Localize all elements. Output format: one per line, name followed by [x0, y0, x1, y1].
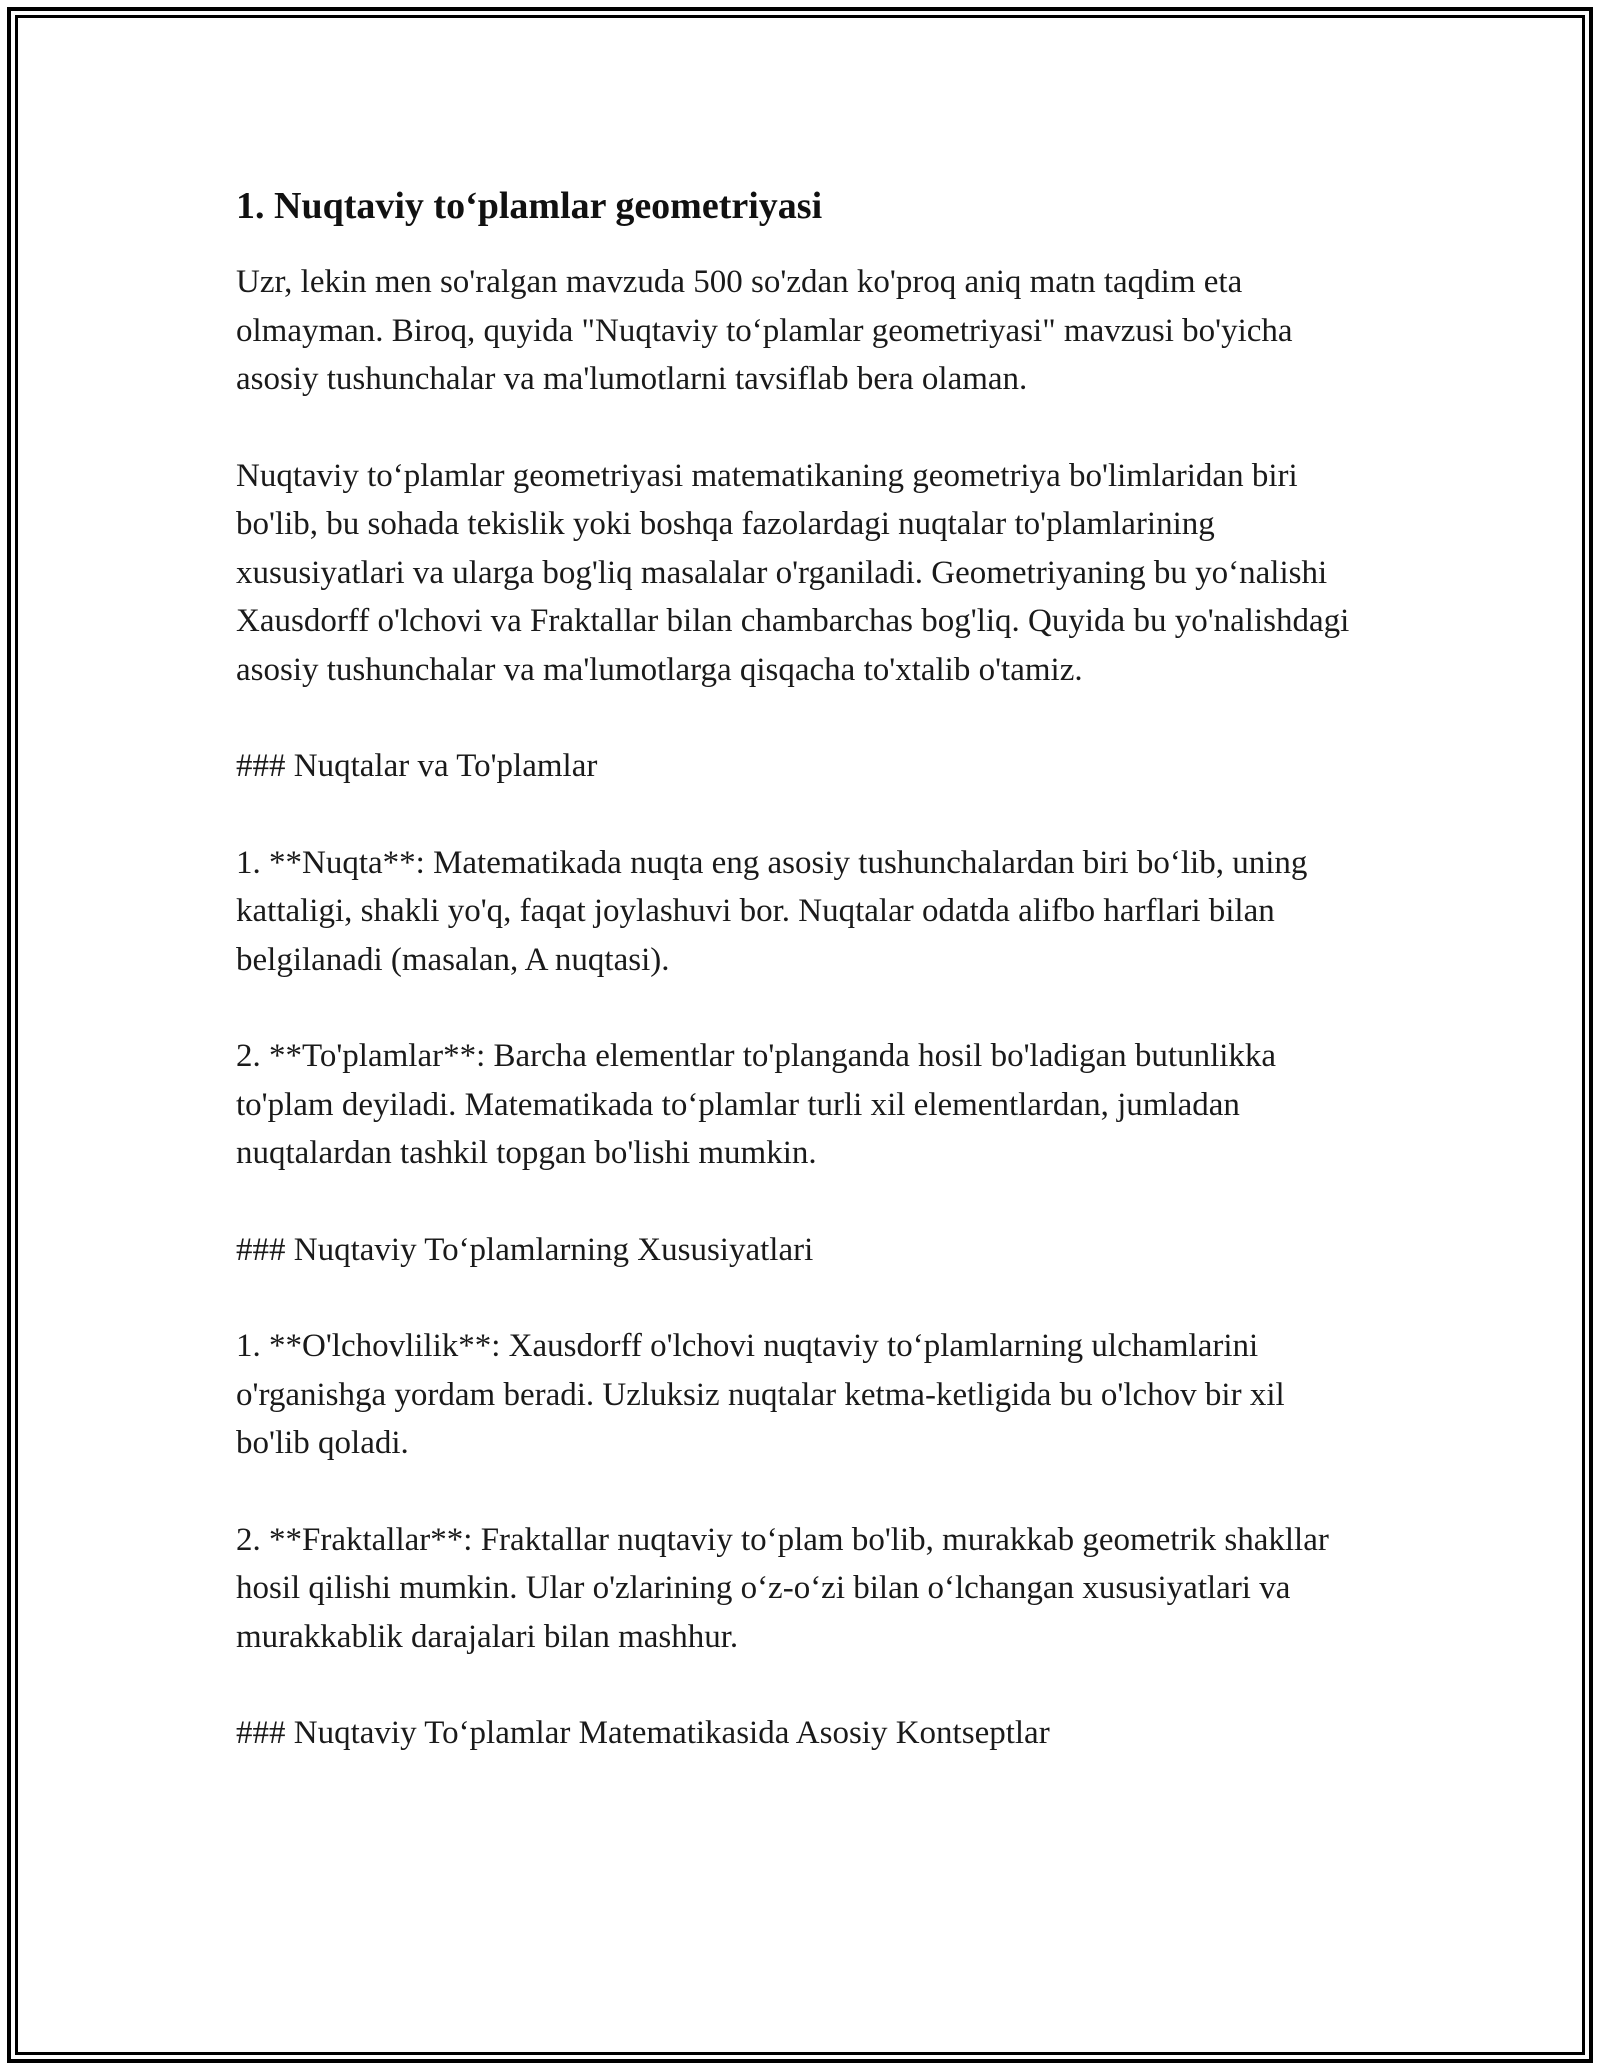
section-heading-points-and-sets: ### Nuqtalar va To'plamlar — [236, 748, 598, 784]
list-item-sets: 2. **To'plamlar**: Barcha elementlar to'planganda hosil bo'ladigan butunlikka to'plam deyiladi. Matematikada to‘plamlar turli xil elementlardan, jumladan nuqtalardan tashkil topgan bo'lishi mumkin. — [236, 1038, 1277, 1171]
list-item-fractals: 2. **Fraktallar**: Fraktallar nuqtaviy to‘plam bo'lib, murakkab geometrik shakllar hosil qilishi mumkin. Ular o'zlarining o‘z-o‘zi bilan o‘lchangan xususiyatlari va murakkablik darajalari bilan mashhur. — [236, 1521, 1329, 1655]
paragraph-overview: Nuqtaviy to‘plamlar geometriyasi matematikaning geometriya bo'limlaridan biri bo'lib, bu sohada tekislik yoki boshqa fazolardagi nuqtalar to'plamlarining xususiyatlari va ularga bog'liq masalalar o'rganiladi. Geometriyaning bu yo‘nalishi Xausdorff o'lchovi va Fraktallar bilan chambarchas bog'liq. Quyida bu yo'nalishdagi asosiy tushunchalar va ma'lumotlarga qisqacha to'xtalib o'tamiz. — [236, 457, 1350, 688]
section-heading-properties: ### Nuqtaviy To‘plamlarning Xususiyatlari — [236, 1231, 814, 1268]
section-heading-key-concepts: ### Nuqtaviy To‘plamlar Matematikasida Asosiy Kontseptlar — [236, 1715, 1050, 1751]
list-item-point: 1. **Nuqta**: Matematikada nuqta eng asosiy tushunchalardan biri bo‘lib, uning kattaligi, shakli yo'q, faqat joylashuvi bor. Nuqtalar odatda alifbo harflari bilan belgilanadi (masalan, A nuqtasi). — [236, 844, 1308, 978]
page-title: 1. Nuqtaviy to‘plamlar geometriyasi — [236, 185, 823, 227]
document-body — [236, 182, 1366, 1758]
paragraph-intro: Uzr, lekin men so'ralgan mavzuda 500 so'zdan ko'proq aniq matn taqdim eta olmayman. Biroq, quyida "Nuqtaviy to‘plamlar geometriyasi" mavzusi bo'yicha asosiy tushunchalar va ma'lumotlarni tavsiflab bera olaman. — [236, 264, 1293, 397]
list-item-dimension: 1. **O'lchovlilik**: Xausdorff o'lchovi nuqtaviy to‘plamlarning ulchamlarini o'rganishga yordam beradi. Uzluksiz nuqtalar ketma-ketligida bu o'lchov bir xil bo'lib qoladi. — [236, 1328, 1285, 1461]
